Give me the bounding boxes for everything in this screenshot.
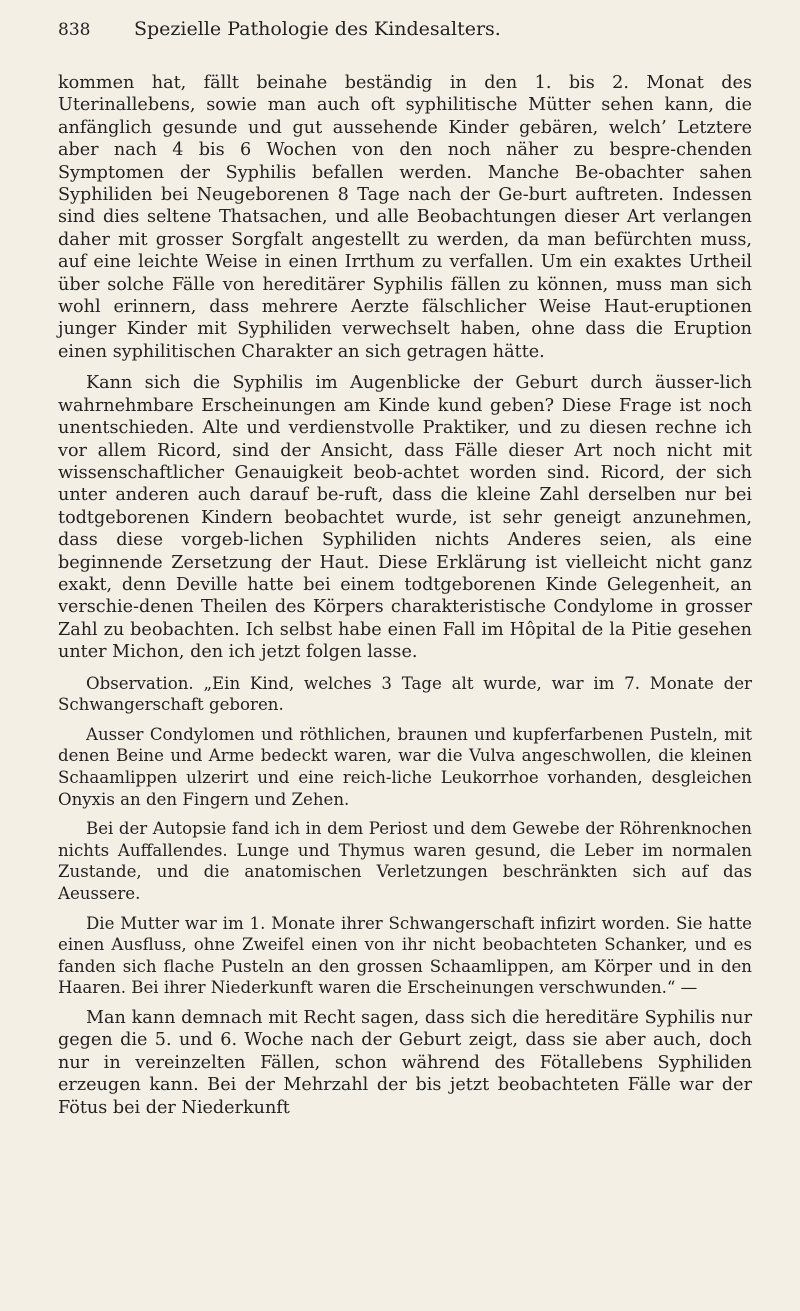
observation-symptoms: Ausser Condylomen und röthlichen, braunen und kupferfarbenen Pusteln, mit denen Beine und Arme bedeckt waren, war die Vulva angeschwollen, die kleinen Schaamlippen ulzerirt und eine reich-liche Leukorrhoe vorhanden, desgleichen Onyxis an den Fingern und Zehen. <box>58 724 752 809</box>
page-header <box>58 18 752 62</box>
main-text <box>58 72 752 664</box>
closing-text <box>58 1007 752 1119</box>
observation-intro: Observation. „Ein Kind, welches 3 Tage alt wurde, war im 7. Monate der Schwangerschaft geboren. <box>58 673 752 715</box>
paragraph-2: Kann sich die Syphilis im Augenblicke der Geburt durch äusser-lich wahrnehmbare Erscheinungen am Kinde kund geben? Diese Frage ist noch unentschieden. Alte und verdienstvolle Praktiker, und zu diesen rechne ich vor allem Ricord, sind der Ansicht, dass Fälle dieser Art noch nicht mit wissenschaftlicher Genauigkeit beob-achtet worden sind. Ricord, der sich unter anderen auch darauf be-ruft, dass die kleine Zahl derselben nur bei todtgeborenen Kindern beobachtet wurde, ist sehr geneigt anzunehmen, dass diese vorgeb-lichen Syphiliden nichts Anderes seien, als eine beginnende Zersetzung der Haut. Diese Erklärung ist vielleicht nicht ganz exakt, denn Deville hatte bei einem todtgeborenen Kinde Gelegenheit, an verschie-denen Theilen des Körpers charakteristische Condylome in grosser Zahl zu beobachten. Ich selbst habe einen Fall im Hôpital de la Pitie gesehen unter Michon, den ich jetzt folgen lasse. <box>58 373 752 663</box>
paragraph-1: kommen hat, fällt beinahe beständig in den 1. bis 2. Monat des Uterinallebens, sowie man auch oft syphilitische Mütter sehen kann, die anfänglich gesunde und gut aussehende Kinder gebären, welch’ Letztere aber nach 4 bis 6 Wochen von den noch näher zu bespre-chenden Symptomen der Syphilis befallen werden. Manche Be-obachter sahen Syphiliden bei Neugeborenen 8 Tage nach der Ge-burt auftreten. Indessen sind dies seltene Thatsachen, und alle Beobachtungen dieser Art verlangen daher mit grosser Sorgfalt angestellt zu werden, da man befürchten muss, auf eine leichte Weise in einen Irrthum zu verfallen. Um ein exaktes Urtheil über solche Fälle von hereditärer Syphilis fällen zu können, muss man sich wohl erinnern, dass mehrere Aerzte fälschlicher Weise Haut-eruptionen junger Kinder mit Syphiliden verwechselt haben, ohne dass die Eruption einen syphilitischen Charakter an sich getragen hätte. <box>58 73 752 362</box>
page-number: 838 <box>58 20 91 40</box>
paragraph-closing: Man kann demnach mit Recht sagen, dass sich die hereditäre Syphilis nur gegen die 5. und 6. Woche nach der Geburt zeigt, dass sie aber auch, doch nur in vereinzelten Fällen, schon während des Fötallebens Syphiliden erzeugen kann. Bei der Mehrzahl der bis jetzt beobachteten Fälle war der Fötus bei der Niederkunft <box>58 1007 752 1118</box>
observation-mother: Die Mutter war im 1. Monate ihrer Schwangerschaft infizirt worden. Sie hatte einen Ausfluss, ohne Zweifel einen von ihr nicht beobachteten Schanker, und es fanden sich flache Pusteln an den grossen Schaamlippen, am Körper und in den Haaren. Bei ihrer Niederkunft waren die Erscheinungen verschwunden.“ — <box>58 913 752 998</box>
running-head: Spezielle Pathologie des Kindesalters. <box>134 18 501 40</box>
observation-block <box>58 673 752 999</box>
observation-autopsy: Bei der Autopsie fand ich in dem Periost und dem Gewebe der Röhrenknochen nichts Auffallendes. Lunge und Thymus waren gesund, die Leber im normalen Zustande, und die anatomischen Verletzungen beschränkten sich auf das Aeussere. <box>58 819 752 903</box>
